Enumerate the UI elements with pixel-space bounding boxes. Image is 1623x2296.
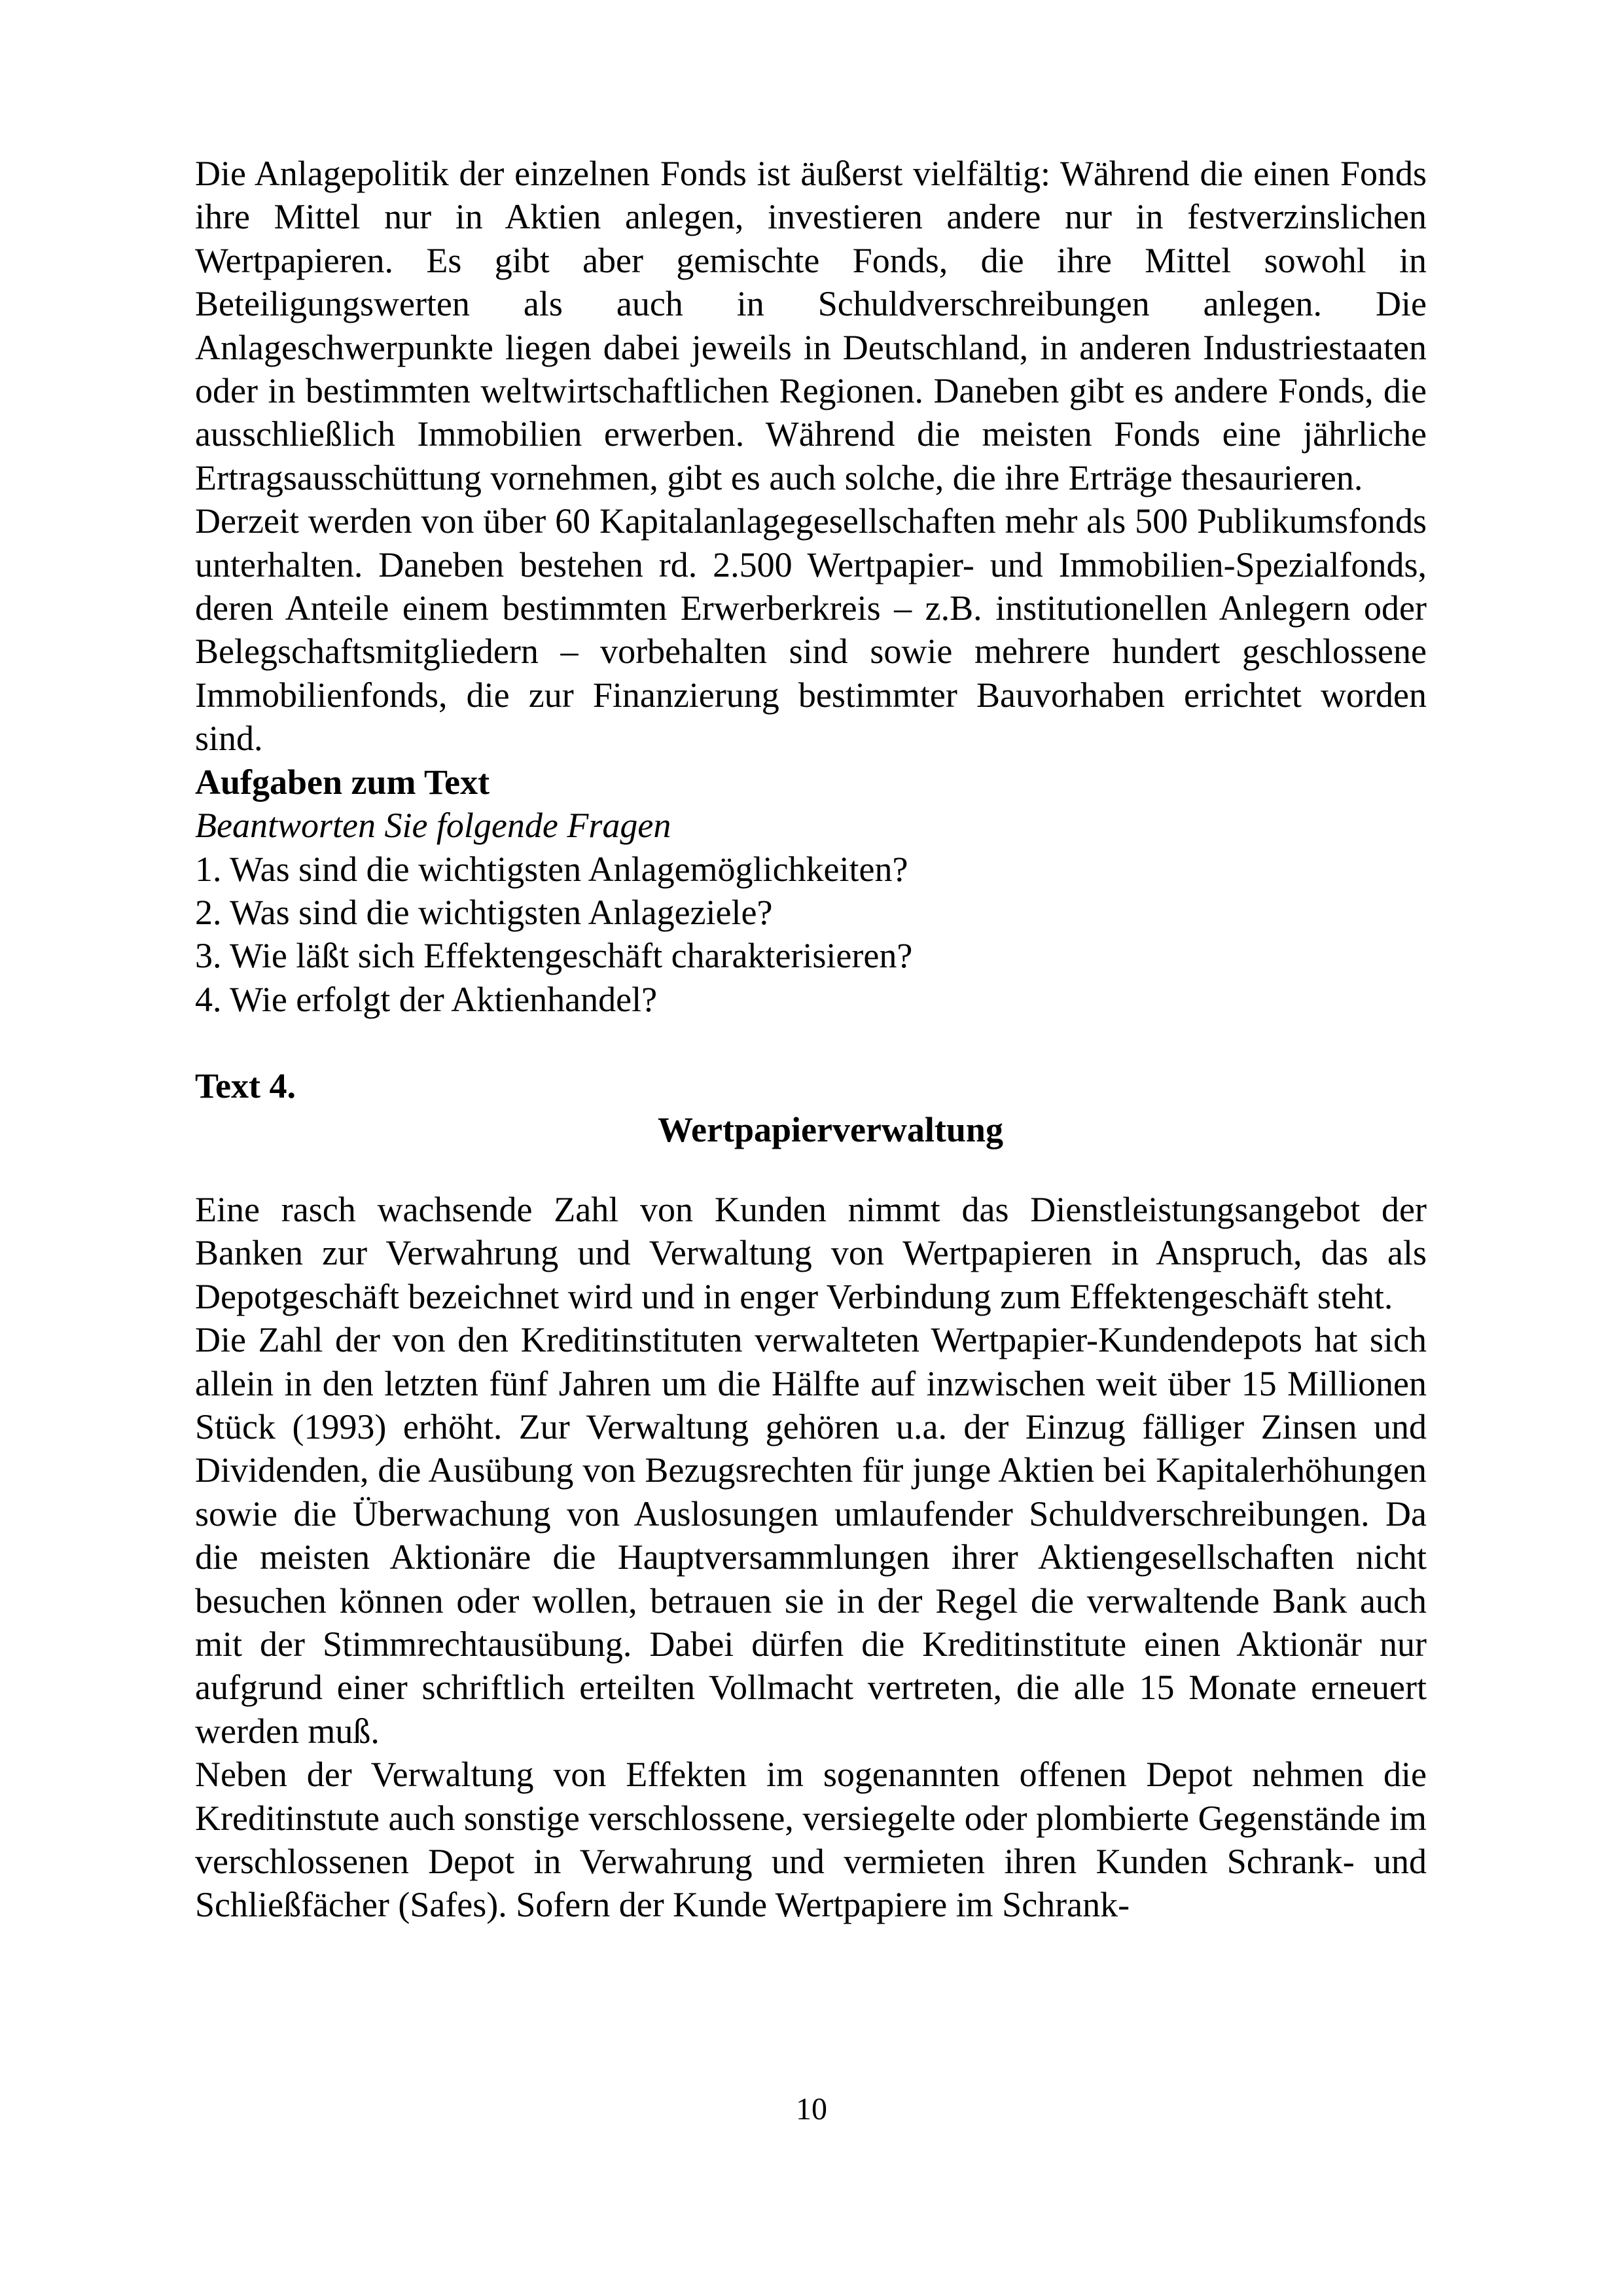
page-number: 10 bbox=[796, 2092, 827, 2126]
question-list bbox=[195, 848, 1427, 1022]
section-title: Wertpapierverwaltung bbox=[658, 1109, 1003, 1149]
section-spacer bbox=[195, 1021, 1427, 1064]
paragraph-fonds-anlagepolitik: Die Anlagepolitik der einzelnen Fonds ist äußerst vielfältig: Während die einen Fonds ihre Mittel nur in Aktien anlegen, investieren andere nur in festverzinslichen Wertpapieren. Es gibt aber gemischte Fonds, die ihre Mittel sowohl in Beteiligungswerten als auch in Schuldverschreibungen anlegen. Die Anlageschwerpunkte liegen dabei jeweils in Deutschland, in anderen Industriestaaten oder in bestimmten weltwirtschaftlichen Regionen. Daneben gibt es andere Fonds, die ausschließlich Immobilien erwerben. Während die meisten Fonds eine jährliche Ertragsausschüttung vornehmen, gibt es auch solche, die ihre Erträge thesaurieren. bbox=[195, 154, 1427, 497]
question-item-2: 2. Was sind die wichtigsten Anlageziele? bbox=[195, 892, 773, 932]
paragraph-depotgeschaeft: Eine rasch wachsende Zahl von Kunden nimmt das Dienstleistungsangebot der Banken zur Verwahrung und Verwaltung von Wertpapieren in Anspruch, das als Depotgeschäft bezeichnet wird und in enger Verbindung zum Effektengeschäft steht. bbox=[195, 1189, 1427, 1316]
tasks-instruction: Beantworten Sie folgende Fragen bbox=[195, 806, 671, 846]
document-page bbox=[195, 152, 1427, 1927]
question-item-3: 3. Wie läßt sich Effektengeschäft charakterisieren? bbox=[195, 936, 913, 976]
question-item-1: 1. Was sind die wichtigsten Anlagemöglichkeiten? bbox=[195, 849, 908, 889]
paragraph-offenes-depot: Neben der Verwaltung von Effekten im sogenannten offenen Depot nehmen die Kreditinstute auch sonstige verschlossene, versiegelte oder plombierte Gegenstände im verschlossenen Depot in Verwahrung und vermieten ihren Kunden Schrank- und Schließfächer (Safes). Sofern der Kunde Wertpapiere im Schrank- bbox=[195, 1755, 1427, 1925]
tasks-heading: Aufgaben zum Text bbox=[195, 762, 490, 802]
paragraph-kundendepots: Die Zahl der von den Kreditinstituten verwalteten Wertpapier-Kundendepots hat sich allein in den letzten fünf Jahren um die Hälfte auf inzwischen weit über 15 Millionen Stück (1993) erhöht. Zur Verwaltung gehören u.a. der Einzug fälliger Zinsen und Dividenden, die Ausübung von Bezugsrechten für junge Aktien bei Kapitalerhöhungen sowie die Überwachung von Auslosungen umlaufender Schuldverschreibungen. Da die meisten Aktionäre die Hauptversammlungen ihrer Aktiengesellschaften nicht besuchen können oder wollen, betrauen sie in der Regel die verwaltende Bank auch mit der Stimmrechtausübung. Dabei dürfen die Kreditinstitute einen Aktionär nur aufgrund einer schriftlich erteilten Vollmacht vertreten, die alle 15 Monate erneuert werden muß. bbox=[195, 1320, 1427, 1751]
paragraph-kapitalanlagegesellschaften: Derzeit werden von über 60 Kapitalanlagegesellschaften mehr als 500 Publikumsfonds unterhalten. Daneben bestehen rd. 2.500 Wertpapier- und Immobilien-Spezialfonds, deren Anteile einem bestimmten Erwerberkreis – z.B. institutionellen Anlegern oder Belegschaftsmitgliedern – vorbehalten sind sowie mehrere hundert geschlossene Immobilienfonds, die zur Finanzierung bestimmter Bauvorhaben errichtet worden sind. bbox=[195, 501, 1427, 759]
question-item-4: 4. Wie erfolgt der Aktienhandel? bbox=[195, 979, 658, 1019]
text-4-label: Text 4. bbox=[195, 1066, 296, 1106]
title-spacer bbox=[195, 1151, 1427, 1188]
